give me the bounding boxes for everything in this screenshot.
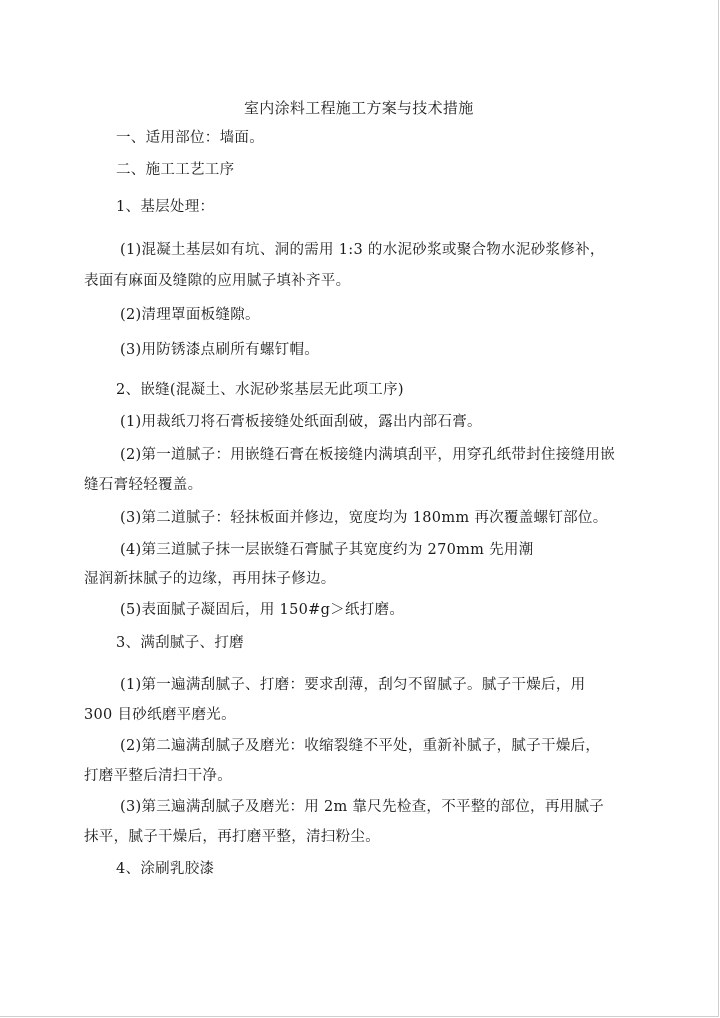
section-3-item-1-line-2: 300 目砂纸磨平磨光。 — [84, 707, 236, 723]
section-3-item-2-line-1: (2)第二遍满刮腻子及磨光：收缩裂缝不平处，重新补腻子，腻子干燥后， — [120, 738, 601, 754]
section-2-item-2-line-2: 缝石膏轻轻覆盖。 — [84, 477, 203, 493]
document-title: 室内涂料工程施工方案与技术措施 — [244, 99, 474, 117]
section-2-item-5: (5)表面腻子凝固后，用 150#g＞纸打磨。 — [120, 602, 405, 618]
section-1-heading: 1、基层处理： — [116, 199, 215, 215]
section-2-heading: 2、嵌缝(混凝土、水泥砂浆基层无此项工序) — [116, 382, 404, 398]
section-1-item-2: (2)清理罩面板缝隙。 — [120, 307, 260, 323]
scope-line: 一、适用部位：墙面。 — [116, 130, 264, 146]
section-2-item-2-line-1: (2)第一道腻子：用嵌缝石膏在板接缝内满填刮平，用穿孔纸带封住接缝用嵌 — [120, 447, 616, 463]
section-1-item-1-line-1: (1)混凝土基层如有坑、洞的需用 1:3 的水泥砂浆或聚合物水泥砂浆修补， — [120, 242, 605, 258]
section-2-item-1: (1)用裁纸刀将石膏板接缝处纸面刮破，露出内部石膏。 — [120, 414, 482, 430]
section-2-item-3: (3)第二道腻子：轻抹板面并修边，宽度均为 180mm 再次覆盖螺钉部位。 — [120, 510, 608, 526]
section-3-item-3-line-1: (3)第三遍满刮腻子及磨光：用 2m 靠尺先检查，不平整的部位，再用腻子 — [120, 799, 605, 815]
section-3-item-1-line-1: (1)第一遍满刮腻子、打磨：要求刮薄，刮匀不留腻子。腻子干燥后，用 — [120, 677, 586, 693]
section-2-item-4-line-1: (4)第三道腻子抹一层嵌缝石膏腻子其宽度约为 270mm 先用潮 — [120, 542, 534, 558]
section-3-heading: 3、满刮腻子、打磨 — [116, 635, 244, 651]
section-1-item-3: (3)用防锈漆点刷所有螺钉帽。 — [120, 342, 320, 358]
process-heading: 二、施工工艺工序 — [116, 162, 235, 178]
section-3-item-3-line-2: 抹平，腻子干燥后，再打磨平整，清扫粉尘。 — [84, 829, 380, 845]
section-1-item-1-line-2: 表面有麻面及缝隙的应用腻子填补齐平。 — [84, 273, 351, 289]
section-3-item-2-line-2: 打磨平整后清扫干净。 — [84, 768, 232, 784]
section-2-item-4-line-2: 湿润新抹腻子的边缘，再用抹子修边。 — [84, 571, 336, 587]
section-4-heading: 4、涂刷乳胶漆 — [116, 861, 215, 877]
